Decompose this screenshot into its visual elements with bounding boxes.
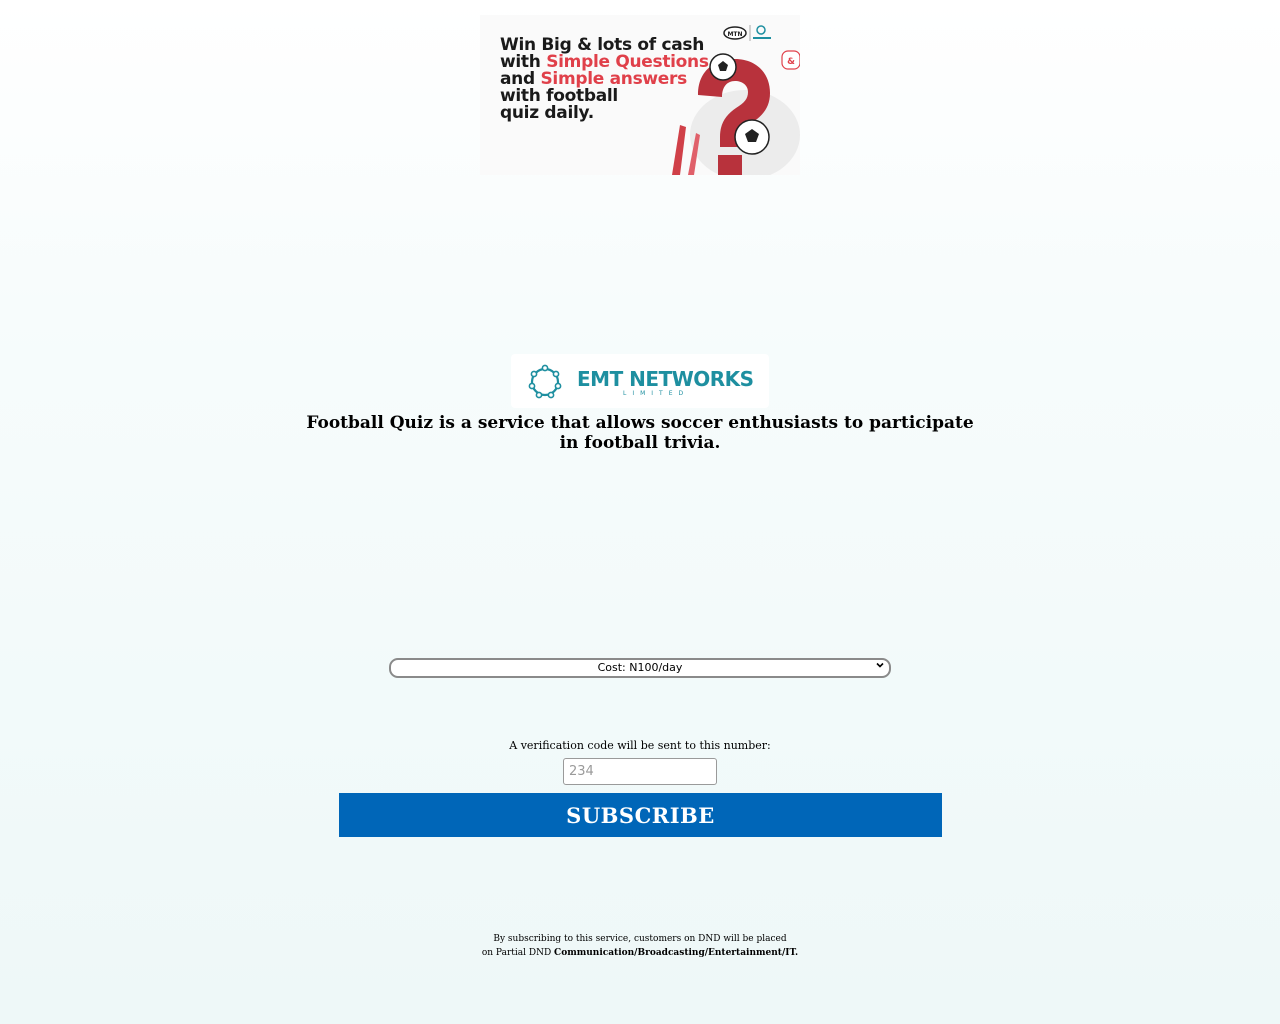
question-mark-football-icon — [670, 15, 800, 175]
logo-subtitle: LIMITED — [623, 390, 690, 397]
plan-select-wrapper — [389, 656, 891, 676]
plan-select[interactable] — [389, 658, 891, 678]
banner-line-4: with football — [500, 86, 618, 106]
disclaimer-categories: Communication/Broadcasting/Entertainment/IT. — [554, 948, 799, 958]
emt-networks-ring-icon — [527, 364, 563, 400]
banner-line-1: Win Big & lots of cash — [500, 35, 705, 55]
subscribe-button[interactable]: SUBSCRIBE — [339, 793, 942, 837]
dnd-disclaimer — [340, 932, 940, 960]
service-description: Football Quiz is a service that allows soccer enthusiasts to participate in football trivia. — [306, 413, 974, 453]
banner-line-3: and Simple answers — [500, 69, 687, 89]
disclaimer-line-1: By subscribing to this service, customers on DND will be placed — [493, 934, 787, 944]
banner-line-5: quiz daily. — [500, 103, 594, 123]
logo-name: EMT NETWORKS — [577, 367, 754, 391]
verification-label: A verification code will be sent to this number: — [509, 739, 771, 752]
banner-line-2: with Simple Questions — [500, 52, 709, 72]
svg-text:&: & — [787, 57, 795, 67]
emt-networks-logo — [511, 354, 769, 408]
phone-number-input[interactable] — [563, 758, 717, 785]
partner-logo-text: MTN — [727, 31, 743, 38]
disclaimer-line-2: on Partial DND — [481, 948, 555, 958]
promo-banner[interactable] — [480, 15, 800, 175]
